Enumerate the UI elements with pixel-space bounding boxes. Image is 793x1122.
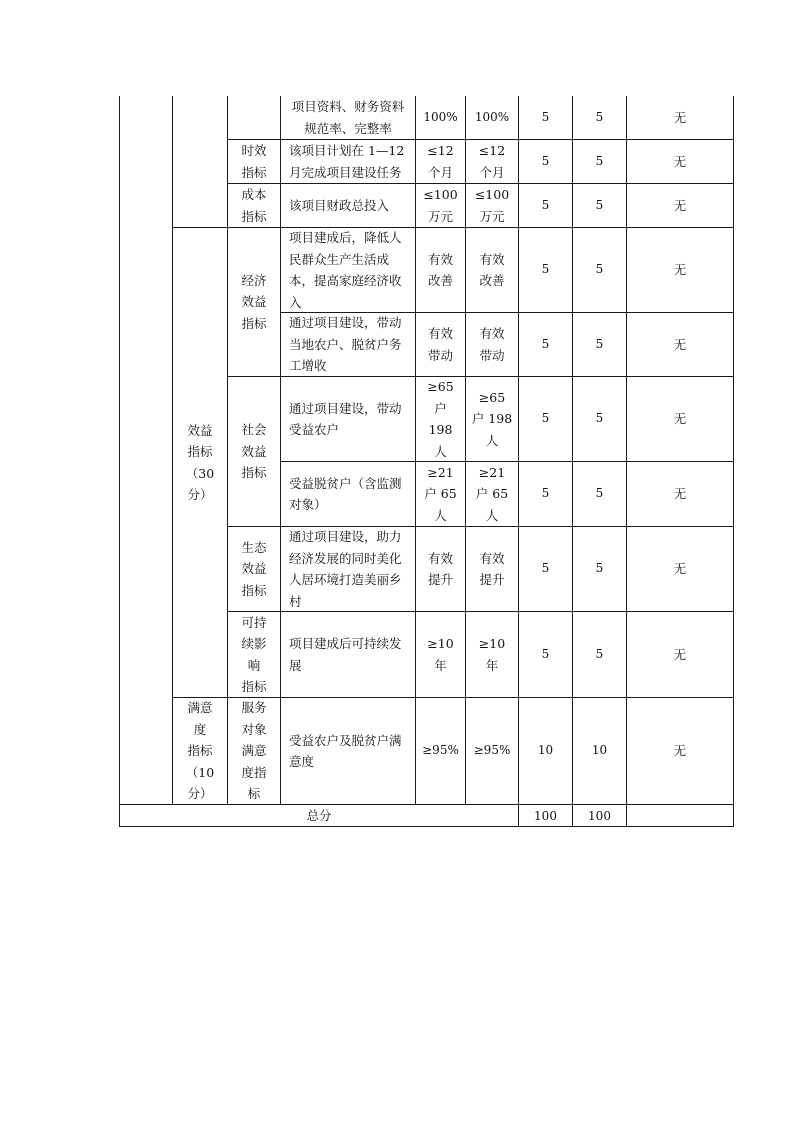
- table-border-left: [119, 96, 120, 827]
- target-cell: 100%: [423, 109, 458, 124]
- note-cell: 无: [673, 197, 687, 213]
- indicator-cell: 通过项目建设，带动 当地农户、脱贫户务 工增收: [289, 315, 402, 374]
- score-cell: 5: [595, 262, 604, 277]
- note-cell: 无: [673, 336, 687, 352]
- score-cell: 10: [591, 743, 608, 758]
- target-cell: ≥21 户 65 人: [424, 464, 457, 523]
- actual-cell: 100%: [474, 109, 510, 124]
- weight-cell: 5: [541, 646, 550, 661]
- total-label: 总分: [306, 807, 332, 823]
- level3-cell: 时效 指标: [241, 143, 267, 180]
- score-cell: 5: [595, 411, 604, 426]
- target-cell: ≥10 年: [427, 636, 454, 673]
- target-cell: ≥95%: [422, 743, 459, 758]
- level3-cell: 成本 指标: [241, 187, 267, 224]
- actual-cell: 有效 提升: [479, 550, 505, 587]
- note-cell: 无: [673, 262, 687, 278]
- weight-cell: 5: [541, 109, 550, 124]
- indicator-cell: 通过项目建设，带动 受益农户: [289, 400, 402, 437]
- score-cell: 5: [595, 197, 604, 212]
- actual-cell: ≥10 年: [478, 636, 506, 673]
- actual-cell: ≥65 户 198 人: [471, 389, 513, 448]
- actual-cell: ≥21 户 65 人: [475, 464, 509, 523]
- target-cell: 有效 提升: [427, 550, 453, 587]
- note-cell: 无: [673, 411, 687, 427]
- score-cell: 5: [595, 646, 604, 661]
- actual-cell: 有效 带动: [479, 326, 505, 363]
- benefit-indicator-group: 效益 指标 （30 分）: [185, 422, 215, 502]
- indicator-cell: 项目资料、财务资料 规范率、完整率: [291, 99, 405, 136]
- table-border-bottom: [119, 826, 734, 827]
- score-cell: 5: [595, 561, 604, 576]
- note-cell: 无: [673, 153, 687, 169]
- target-cell: ≤100 万元: [423, 187, 458, 224]
- level3-cell: 可持 续影 响 指标: [241, 614, 267, 694]
- actual-cell: 有效 改善: [479, 251, 505, 288]
- score-cell: 5: [595, 486, 604, 501]
- economic-benefit-label: 经济 效益 指标: [241, 272, 267, 331]
- weight-cell: 10: [537, 743, 554, 758]
- indicator-cell: 通过项目建设，助力 经济发展的同时美化 人居环境打造美丽乡 村: [289, 529, 402, 609]
- target-cell: 有效 带动: [427, 326, 453, 363]
- social-benefit-label: 社会 效益 指标: [241, 422, 267, 481]
- weight-cell: 5: [541, 336, 550, 351]
- target-cell: ≤12 个月: [427, 143, 454, 180]
- total-score: 100: [588, 808, 611, 823]
- note-cell: 无: [673, 486, 687, 502]
- target-cell: 有效 改善: [427, 251, 453, 288]
- weight-cell: 5: [541, 411, 550, 426]
- total-note: [627, 805, 733, 826]
- actual-cell: ≤12 个月: [478, 143, 506, 180]
- note-cell: 无: [673, 561, 687, 577]
- score-cell: 5: [595, 336, 604, 351]
- indicator-cell: 项目建成后可持续发 展: [289, 636, 402, 673]
- target-cell: ≥65 户 198 人: [427, 379, 454, 459]
- weight-cell: 5: [541, 197, 550, 212]
- score-cell: 5: [595, 109, 604, 124]
- total-weight: 100: [534, 808, 557, 823]
- note-cell: 无: [673, 646, 687, 662]
- note-cell: 无: [673, 743, 687, 759]
- level3-cell: 生态 效益 指标: [241, 539, 267, 598]
- weight-cell: 5: [541, 486, 550, 501]
- note-cell: 无: [673, 109, 687, 125]
- indicator-cell: 受益农户及脱贫户满 意度: [289, 732, 402, 769]
- weight-cell: 5: [541, 561, 550, 576]
- actual-cell: ≤100 万元: [474, 187, 510, 224]
- actual-cell: ≥95%: [473, 743, 511, 758]
- indicator-cell: 该项目计划在 1—12 月完成项目建设任务: [289, 143, 405, 180]
- indicator-cell: 该项目财政总投入: [289, 197, 390, 213]
- score-cell: 5: [595, 153, 604, 168]
- weight-cell: 5: [541, 153, 550, 168]
- indicator-cell: 项目建成后，降低人 民群众生产生活成 本，提高家庭经济收 入: [289, 230, 402, 310]
- indicator-cell: 受益脱贫户（含监测 对象）: [289, 475, 402, 512]
- level3-cell: 服务 对象 满意 度指 标: [241, 700, 267, 802]
- weight-cell: 5: [541, 262, 550, 277]
- satisfaction-indicator-group: 满意 度 指标 （10 分）: [185, 700, 215, 802]
